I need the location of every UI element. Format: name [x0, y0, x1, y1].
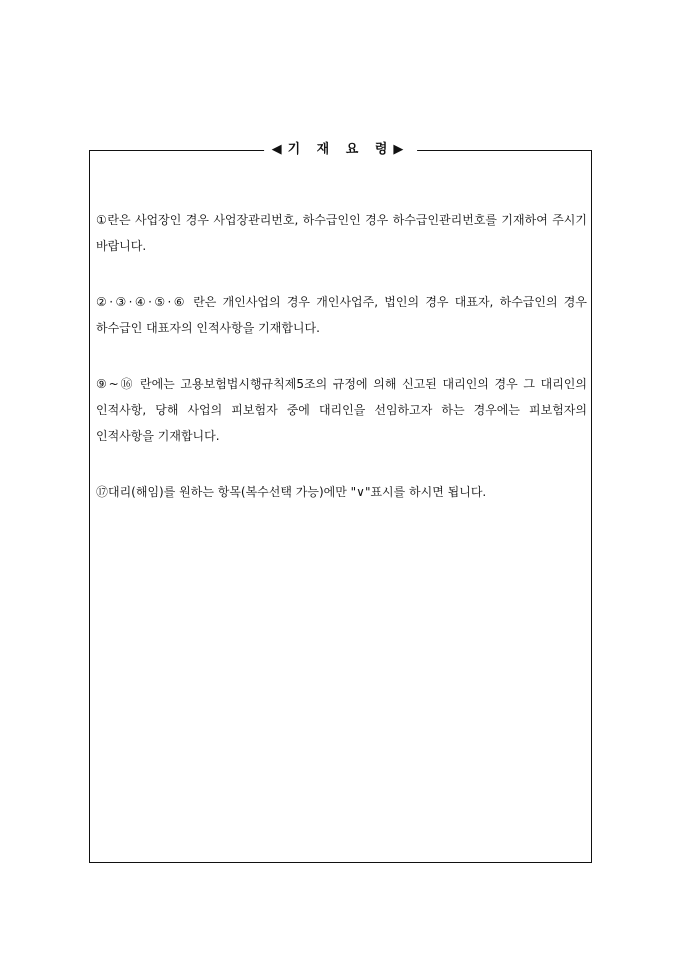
instruction-item: ⑰대리(해임)를 원하는 항목(복수선택 가능)에만 "∨"표시를 하시면 됩니다. [96, 485, 487, 499]
instruction-item: ①란은 사업장인 경우 사업장관리번호, 하수급인인 경우 하수급인관리번호를 기재하여 주시기 바랍니다. [96, 213, 587, 253]
section-title: ◀기 재 요 령▶ [264, 140, 418, 160]
instruction-item: ②·③·④·⑤·⑥ 란은 개인사업의 경우 개인사업주, 법인의 경우 대표자, 하수급인의 경우 하수급인 대표자의 인적사항을 기재합니다. [96, 295, 587, 335]
instruction-item: ⑨~⑯ 란에는 고용보험법시행규칙제5조의 규정에 의해 신고된 대리인의 경우 그 대리인의 인적사항, 당해 사업의 피보험자 중에 대리인을 선임하고자 하는 경우에는 피보험자의 인적사항을 기재합니다. [96, 377, 587, 443]
instructions-list [90, 207, 593, 535]
instructions-frame [89, 142, 592, 863]
